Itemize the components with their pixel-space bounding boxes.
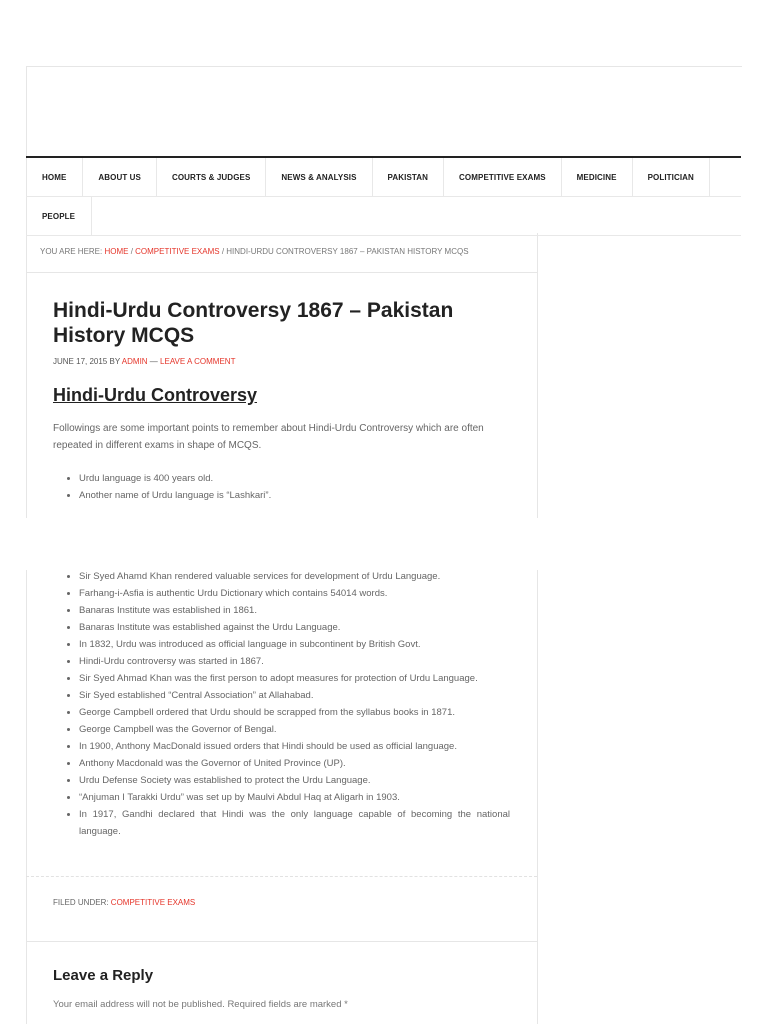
post-by: BY bbox=[107, 357, 122, 366]
list-item: • Banaras Institute was established against the Urdu Language. bbox=[79, 619, 510, 636]
nav-item-about-us[interactable]: ABOUT US bbox=[83, 158, 157, 196]
sidebar-divider-lower bbox=[537, 570, 538, 1024]
post-author-link[interactable]: ADMIN bbox=[121, 357, 148, 366]
list-item: • Banaras Institute was established in 1861. bbox=[79, 602, 510, 619]
main-navigation bbox=[26, 156, 741, 236]
breadcrumb bbox=[40, 247, 469, 256]
filed-under bbox=[53, 898, 195, 907]
list-item: • “Anjuman I Tarakki Urdu” was set up by Maulvi Abdul Haq at Aligarh in 1903. bbox=[79, 789, 510, 806]
breadcrumb-separator: / bbox=[128, 247, 136, 256]
list-item: • Sir Syed established “Central Association” at Allahabad. bbox=[79, 687, 510, 704]
breadcrumb-separator: / bbox=[219, 247, 227, 256]
points-list-top bbox=[53, 470, 510, 504]
nav-item-pakistan[interactable]: PAKISTAN bbox=[373, 158, 445, 196]
breadcrumb-category-link[interactable]: COMPETITIVE EXAMS bbox=[135, 247, 220, 256]
nav-item-medicine[interactable]: MEDICINE bbox=[562, 158, 633, 196]
nav-row-secondary bbox=[26, 197, 741, 236]
list-item: • In 1917, Gandhi declared that Hindi was the only language capable of becoming the national language. bbox=[79, 806, 510, 840]
nav-item-home[interactable]: HOME bbox=[26, 158, 83, 196]
list-item: • Urdu Defense Society was established to protect the Urdu Language. bbox=[79, 772, 510, 789]
post-title: Hindi-Urdu Controversy 1867 – Pakistan History MCQS bbox=[53, 299, 454, 347]
post-meta bbox=[53, 357, 235, 366]
reply-title: Leave a Reply bbox=[53, 967, 154, 984]
list-item: • Hindi-Urdu controversy was started in 1867. bbox=[79, 653, 510, 670]
post-date: JUNE 17, 2015 bbox=[53, 357, 108, 366]
nav-item-courts-judges[interactable]: COURTS & JUDGES bbox=[157, 158, 266, 196]
filed-under-label: FILED UNDER: bbox=[53, 898, 111, 907]
nav-item-news-analysis[interactable]: NEWS & ANALYSIS bbox=[266, 158, 372, 196]
list-item: • Another name of Urdu language is “Lashkari”. bbox=[79, 487, 510, 504]
breadcrumb-prefix: YOU ARE HERE: bbox=[40, 247, 105, 256]
list-item: • George Campbell was the Governor of Bengal. bbox=[79, 721, 510, 738]
breadcrumb-home-link[interactable]: HOME bbox=[104, 247, 129, 256]
list-item: • Farhang-i-Asfia is authentic Urdu Dictionary which contains 54014 words. bbox=[79, 585, 510, 602]
post-intro: Followings are some important points to remember about Hindi-Urdu Controversy which are often repeated in different exams in shape of MCQS. bbox=[53, 423, 484, 451]
nav-item-people[interactable]: PEOPLE bbox=[26, 197, 92, 235]
reply-note: Your email address will not be published. Required fields are marked * bbox=[53, 999, 348, 1010]
list-item: • In 1900, Anthony MacDonald issued orders that Hindi should be used as official language. bbox=[79, 738, 510, 755]
list-item: • Urdu language is 400 years old. bbox=[79, 470, 510, 487]
breadcrumb-current: HINDI-URDU CONTROVERSY 1867 – PAKISTAN HISTORY MCQS bbox=[226, 247, 469, 256]
nav-item-politician[interactable]: POLITICIAN bbox=[633, 158, 710, 196]
post-subheading: Hindi-Urdu Controversy bbox=[53, 385, 258, 405]
nav-item-competitive-exams[interactable]: COMPETITIVE EXAMS bbox=[444, 158, 562, 196]
list-item: • George Campbell ordered that Urdu should be scrapped from the syllabus books in 1871. bbox=[79, 704, 510, 721]
filed-divider bbox=[26, 876, 537, 877]
list-item: • Sir Syed Ahmad Khan was the first person to adopt measures for protection of Urdu Language. bbox=[79, 670, 510, 687]
filed-category-link[interactable]: COMPETITIVE EXAMS bbox=[110, 898, 196, 907]
points-list-bottom bbox=[53, 568, 510, 840]
sidebar-divider bbox=[537, 233, 538, 518]
reply-divider bbox=[26, 941, 537, 942]
post-meta-dash: — bbox=[147, 357, 161, 366]
list-item: • Sir Syed Ahamd Khan rendered valuable services for development of Urdu Language. bbox=[79, 568, 510, 585]
leave-comment-link[interactable]: LEAVE A COMMENT bbox=[160, 357, 236, 366]
list-item: • In 1832, Urdu was introduced as official language in subcontinent by British Govt. bbox=[79, 636, 510, 653]
list-item: • Anthony Macdonald was the Governor of United Province (UP). bbox=[79, 755, 510, 772]
breadcrumb-divider bbox=[26, 272, 537, 273]
nav-row-primary bbox=[26, 158, 741, 197]
